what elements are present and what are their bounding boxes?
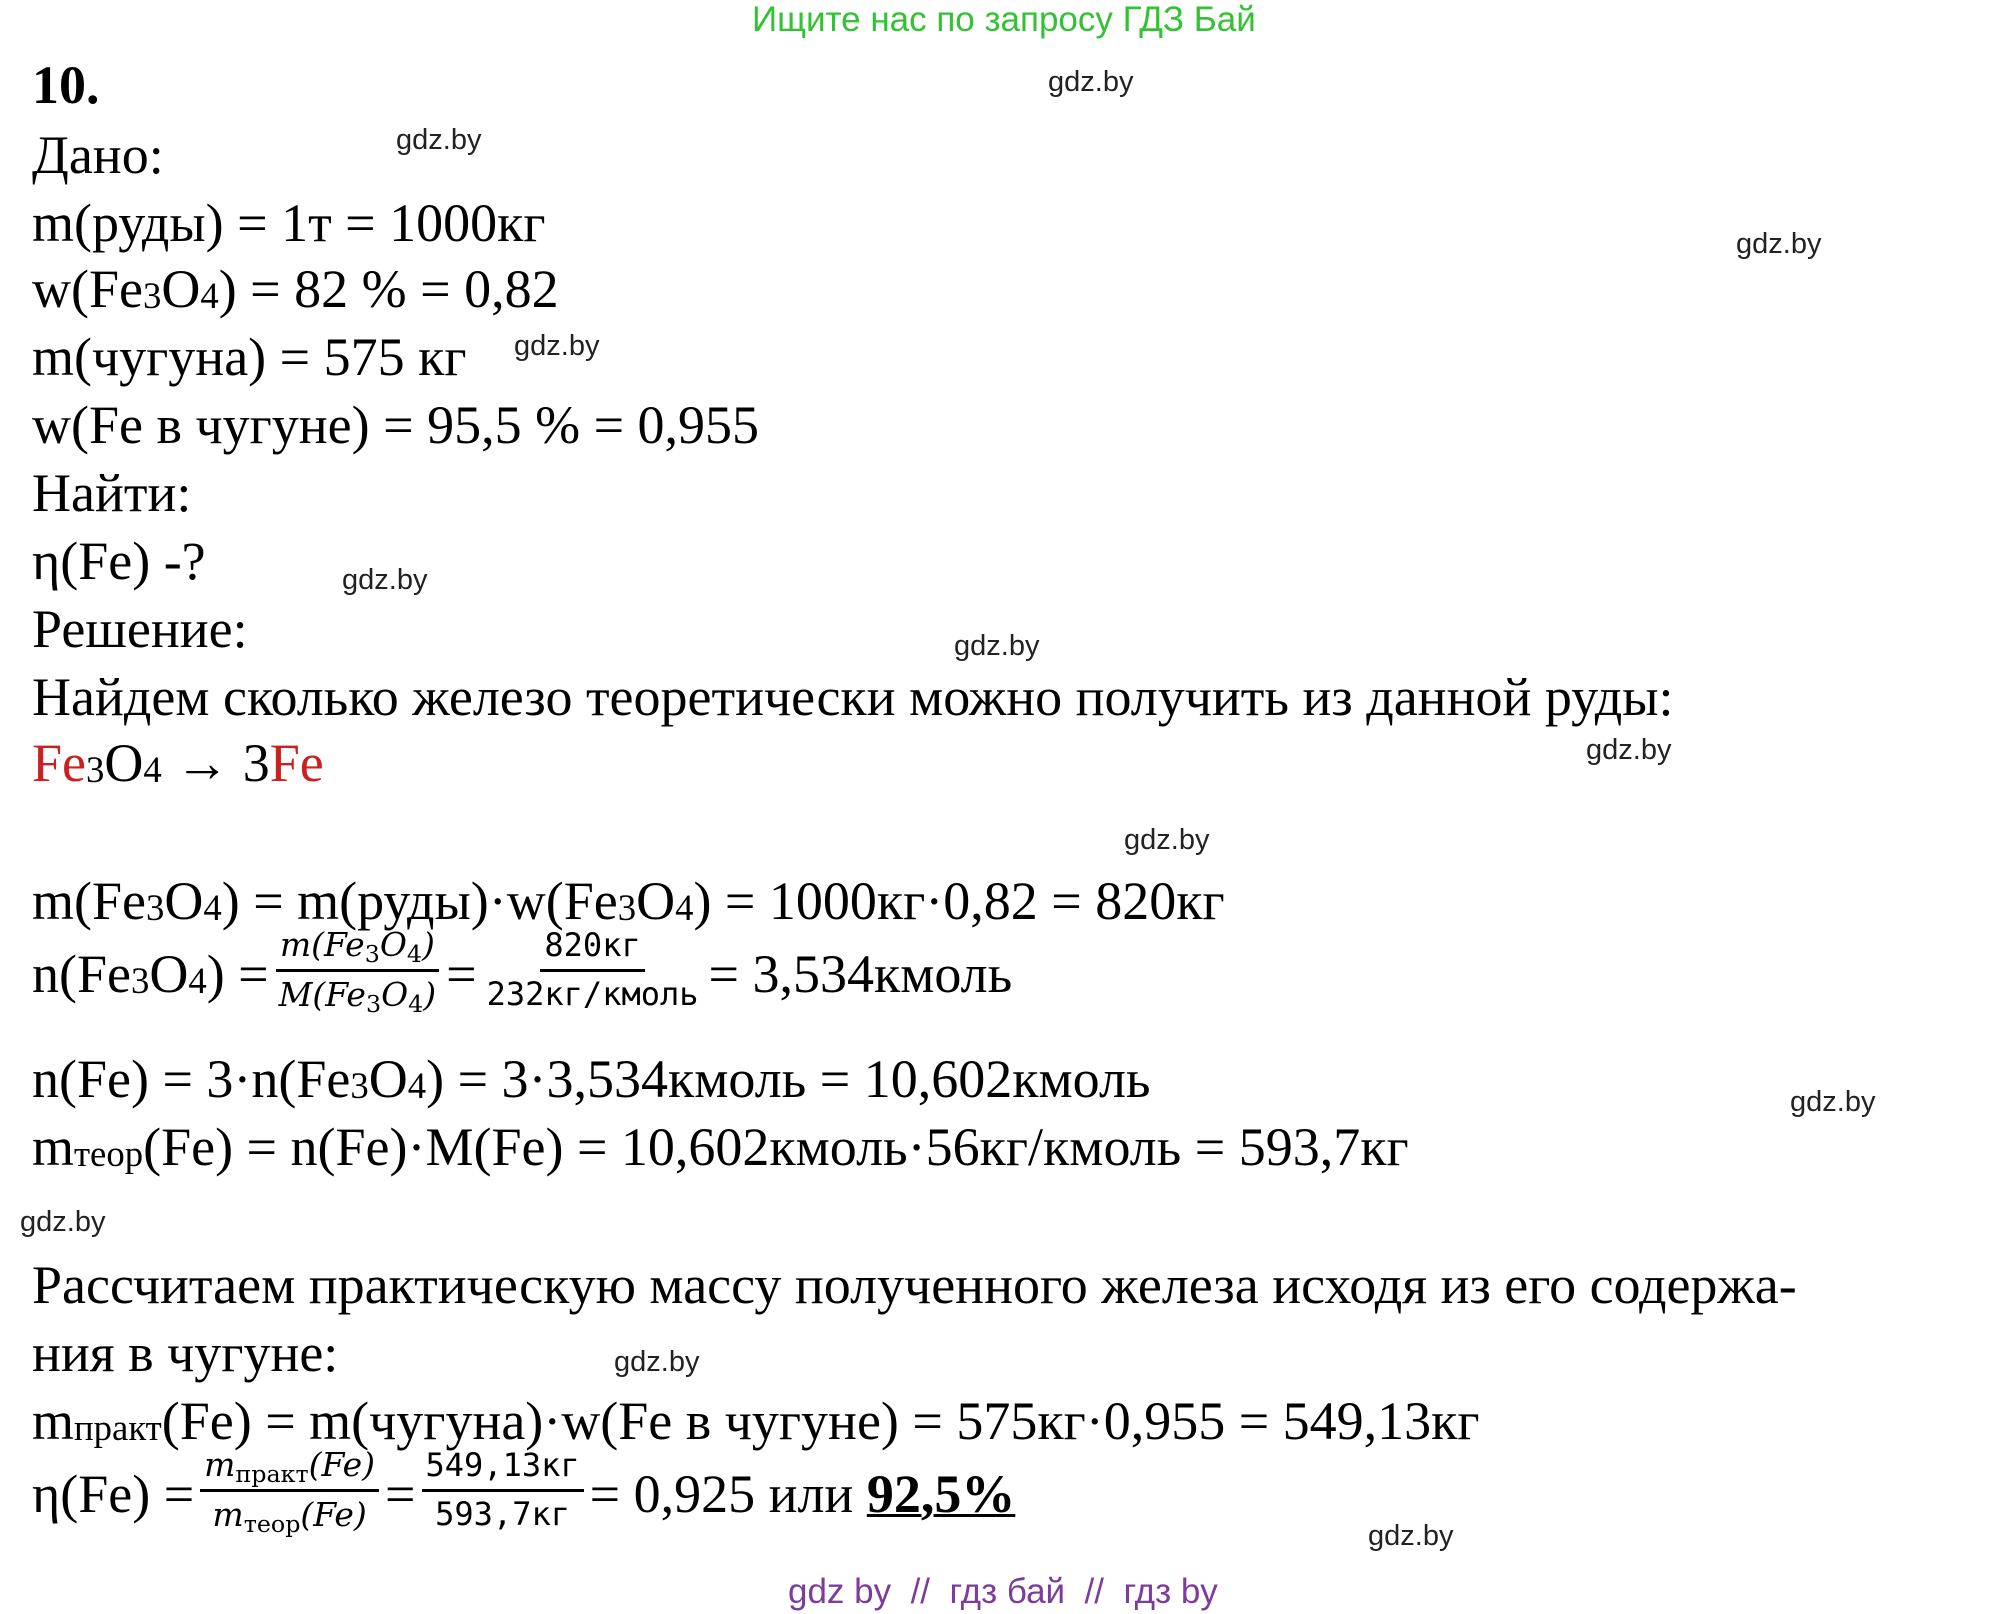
fraction-values: $\frac{820кг}{\text{232кг/кмоль}}$ (486, 926, 699, 1013)
watermark: gdz.by (20, 1206, 106, 1238)
watermark: gdz.by (1790, 1086, 1876, 1118)
practical-intro-line1: Рассчитаем практическую массу полученного железа исходя из его содержа- (32, 1255, 1797, 1315)
watermark: gdz.by (1368, 1520, 1454, 1552)
watermark: gdz.by (1124, 824, 1210, 856)
watermark: gdz.by (1048, 66, 1134, 98)
watermark: gdz.by (1586, 734, 1672, 766)
fraction-formula: $\frac{m(Fe3O4)}{M(Fe3O4)}$ (275, 928, 440, 1012)
eq-yield: η(Fe) = $\frac{\text{mпракт(Fe)}}{\text{mтеор(Fe)}}$ = $\frac{549,13кг}{593,7кг}$ = 0,925 или 92,5% (32, 1445, 1016, 1538)
watermark: gdz.by (1736, 228, 1822, 260)
find-target: η(Fe) -? (32, 531, 206, 591)
find-label: Найти: (32, 463, 192, 523)
solution-label: Решение: (32, 599, 248, 659)
reaction-equation: Fe3O4 → 3Fe (32, 733, 324, 793)
final-answer: 92,5% (866, 1464, 1016, 1525)
given-ore-mass: m(руды) = 1т = 1000кг (32, 193, 546, 253)
given-label: Дано: (32, 125, 164, 185)
solution-intro: Найдем сколько железо теоретически можно получить из данной руды: (32, 667, 1674, 727)
eq-theoretical-mass: mтеор(Fe) = n(Fe)·M(Fe) = 10,602кмоль·56кг/кмоль = 593,7кг (32, 1117, 1409, 1177)
given-cast-iron-mass: m(чугуна) = 575 кг (32, 327, 467, 387)
fraction-yield-formula: $\frac{\text{mпракт(Fe)}}{\text{mтеор(Fe)}}$ (200, 1448, 379, 1532)
given-fe3o4-fraction: w(Fe3O4) = 82 % = 0,82 (32, 259, 559, 319)
practical-intro-line2: ния в чугуне: (32, 1323, 339, 1383)
header-link[interactable]: Ищите нас по запросу ГДЗ Бай (752, 0, 1256, 39)
watermark: gdz.by (514, 330, 600, 362)
fraction-yield-values: $\frac{549,13кг}{593,7кг}$ (422, 1449, 584, 1531)
eq-practical-mass: mпракт(Fe) = m(чугуна)·w(Fe в чугуне) = 575кг·0,955 = 549,13кг (32, 1391, 1480, 1451)
problem-number: 10. (32, 55, 100, 115)
watermark: gdz.by (614, 1346, 700, 1378)
watermark: gdz.by (342, 564, 428, 596)
watermark: gdz.by (954, 630, 1040, 662)
given-fe-fraction: w(Fe в чугуне) = 95,5 % = 0,955 (32, 395, 760, 455)
eq-moles-fe3o4: n(Fe3O4) = $\frac{m(Fe3O4)}{M(Fe3O4)}$ = $\frac{820кг}{\text{232кг/кмоль}}$ = 3,534кмоль (32, 925, 1013, 1018)
eq-mass-fe3o4: m(Fe3O4) = m(руды)·w(Fe3O4) = 1000кг·0,82 = 820кг (32, 871, 1225, 931)
footer-links[interactable]: gdz by // гдз бай // гдз by (788, 1572, 1218, 1611)
eq-moles-fe: n(Fe) = 3·n(Fe3O4) = 3·3,534кмоль = 10,602кмоль (32, 1049, 1151, 1109)
watermark: gdz.by (396, 124, 482, 156)
